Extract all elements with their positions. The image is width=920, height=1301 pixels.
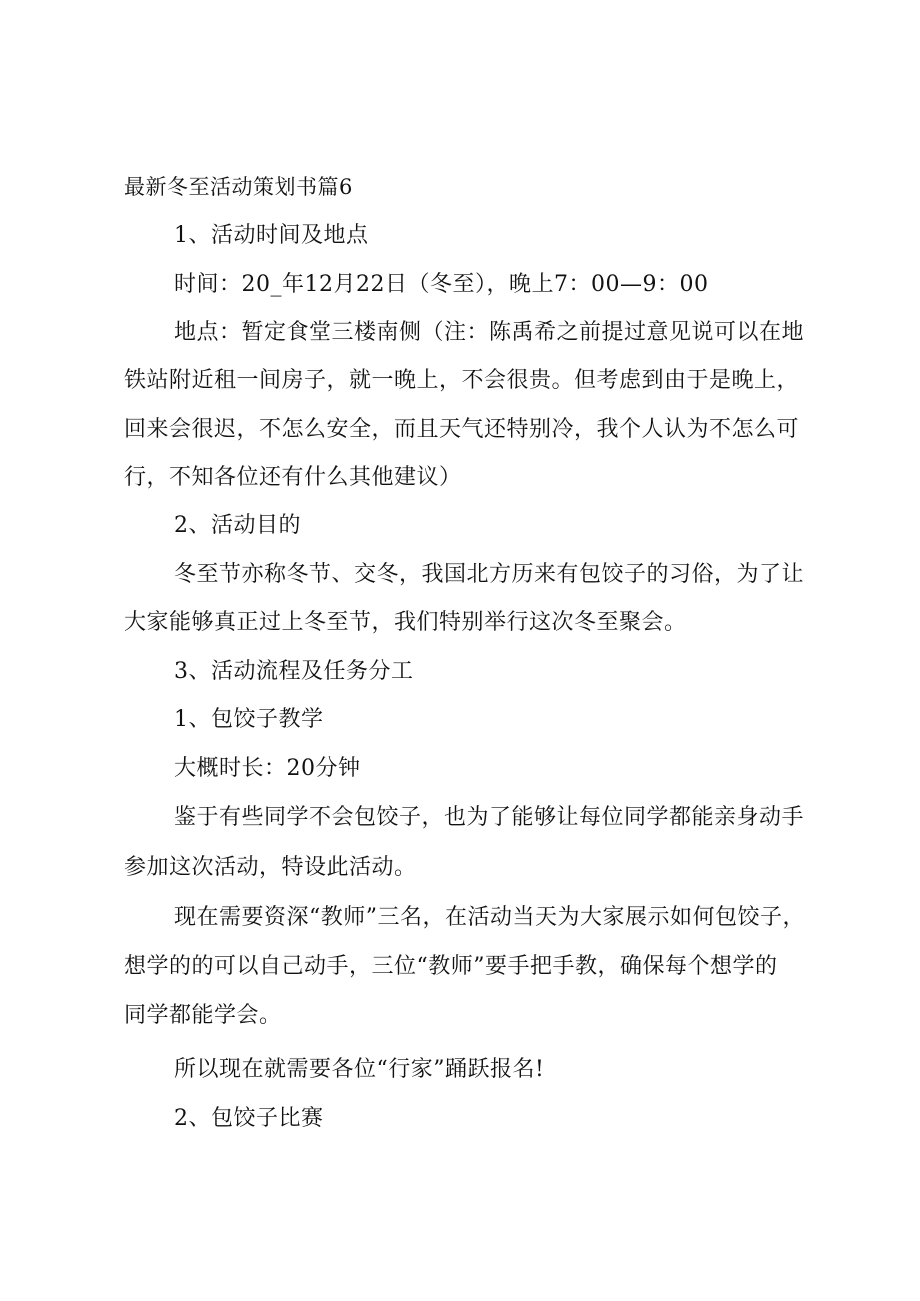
subheading-dumpling-teaching: 1、包饺子教学 xyxy=(174,707,324,732)
section-heading-purpose: 2、活动目的 xyxy=(174,513,301,538)
paragraph-purpose-line-2: 大家能够真正过上冬至节，我们特别举行这次冬至聚会。 xyxy=(124,610,687,635)
section-heading-process: 3、活动流程及任务分工 xyxy=(174,659,414,684)
paragraph-reason-line-2: 参加这次活动，特设此活动。 xyxy=(124,855,417,880)
paragraph-place-line-2: 铁站附近租一间房子，就一晚上，不会很贵。但考虑到由于是晚上， xyxy=(124,368,800,393)
paragraph-place-line-4: 行，不知各位还有什么其他建议） xyxy=(124,465,462,490)
paragraph-duration: 大概时长：20分钟 xyxy=(174,756,361,781)
paragraph-reason-line-1: 鉴于有些同学不会包饺子，也为了能够让每位同学都能亲身动手 xyxy=(174,805,805,830)
paragraph-teachers-line-3: 同学都能学会。 xyxy=(124,1003,282,1028)
paragraph-place-line-1: 地点：暂定食堂三楼南侧（注：陈禹希之前提过意见说可以在地 xyxy=(174,320,805,345)
paragraph-place-line-3: 回来会很迟，不怎么安全，而且天气还特别冷，我个人认为不怎么可 xyxy=(124,417,800,442)
section-heading-time-place: 1、活动时间及地点 xyxy=(174,223,369,248)
paragraph-purpose-line-1: 冬至节亦称冬节、交冬，我国北方历来有包饺子的习俗，为了让 xyxy=(174,562,805,587)
paragraph-teachers-line-1: 现在需要资深“教师”三名，在活动当天为大家展示如何包饺子， xyxy=(174,905,805,930)
subheading-dumpling-contest: 2、包饺子比赛 xyxy=(174,1106,324,1131)
paragraph-signup: 所以现在就需要各位“行家”踊跃报名! xyxy=(174,1057,545,1082)
paragraph-teachers-line-2: 想学的的可以自己动手，三位“教师”要手把手教，确保每个想学的 xyxy=(124,954,778,979)
document-title: 最新冬至活动策划书篇6 xyxy=(124,175,353,199)
paragraph-time: 时间：20_年12月22日（冬至），晚上7：00—9：00 xyxy=(174,272,709,297)
